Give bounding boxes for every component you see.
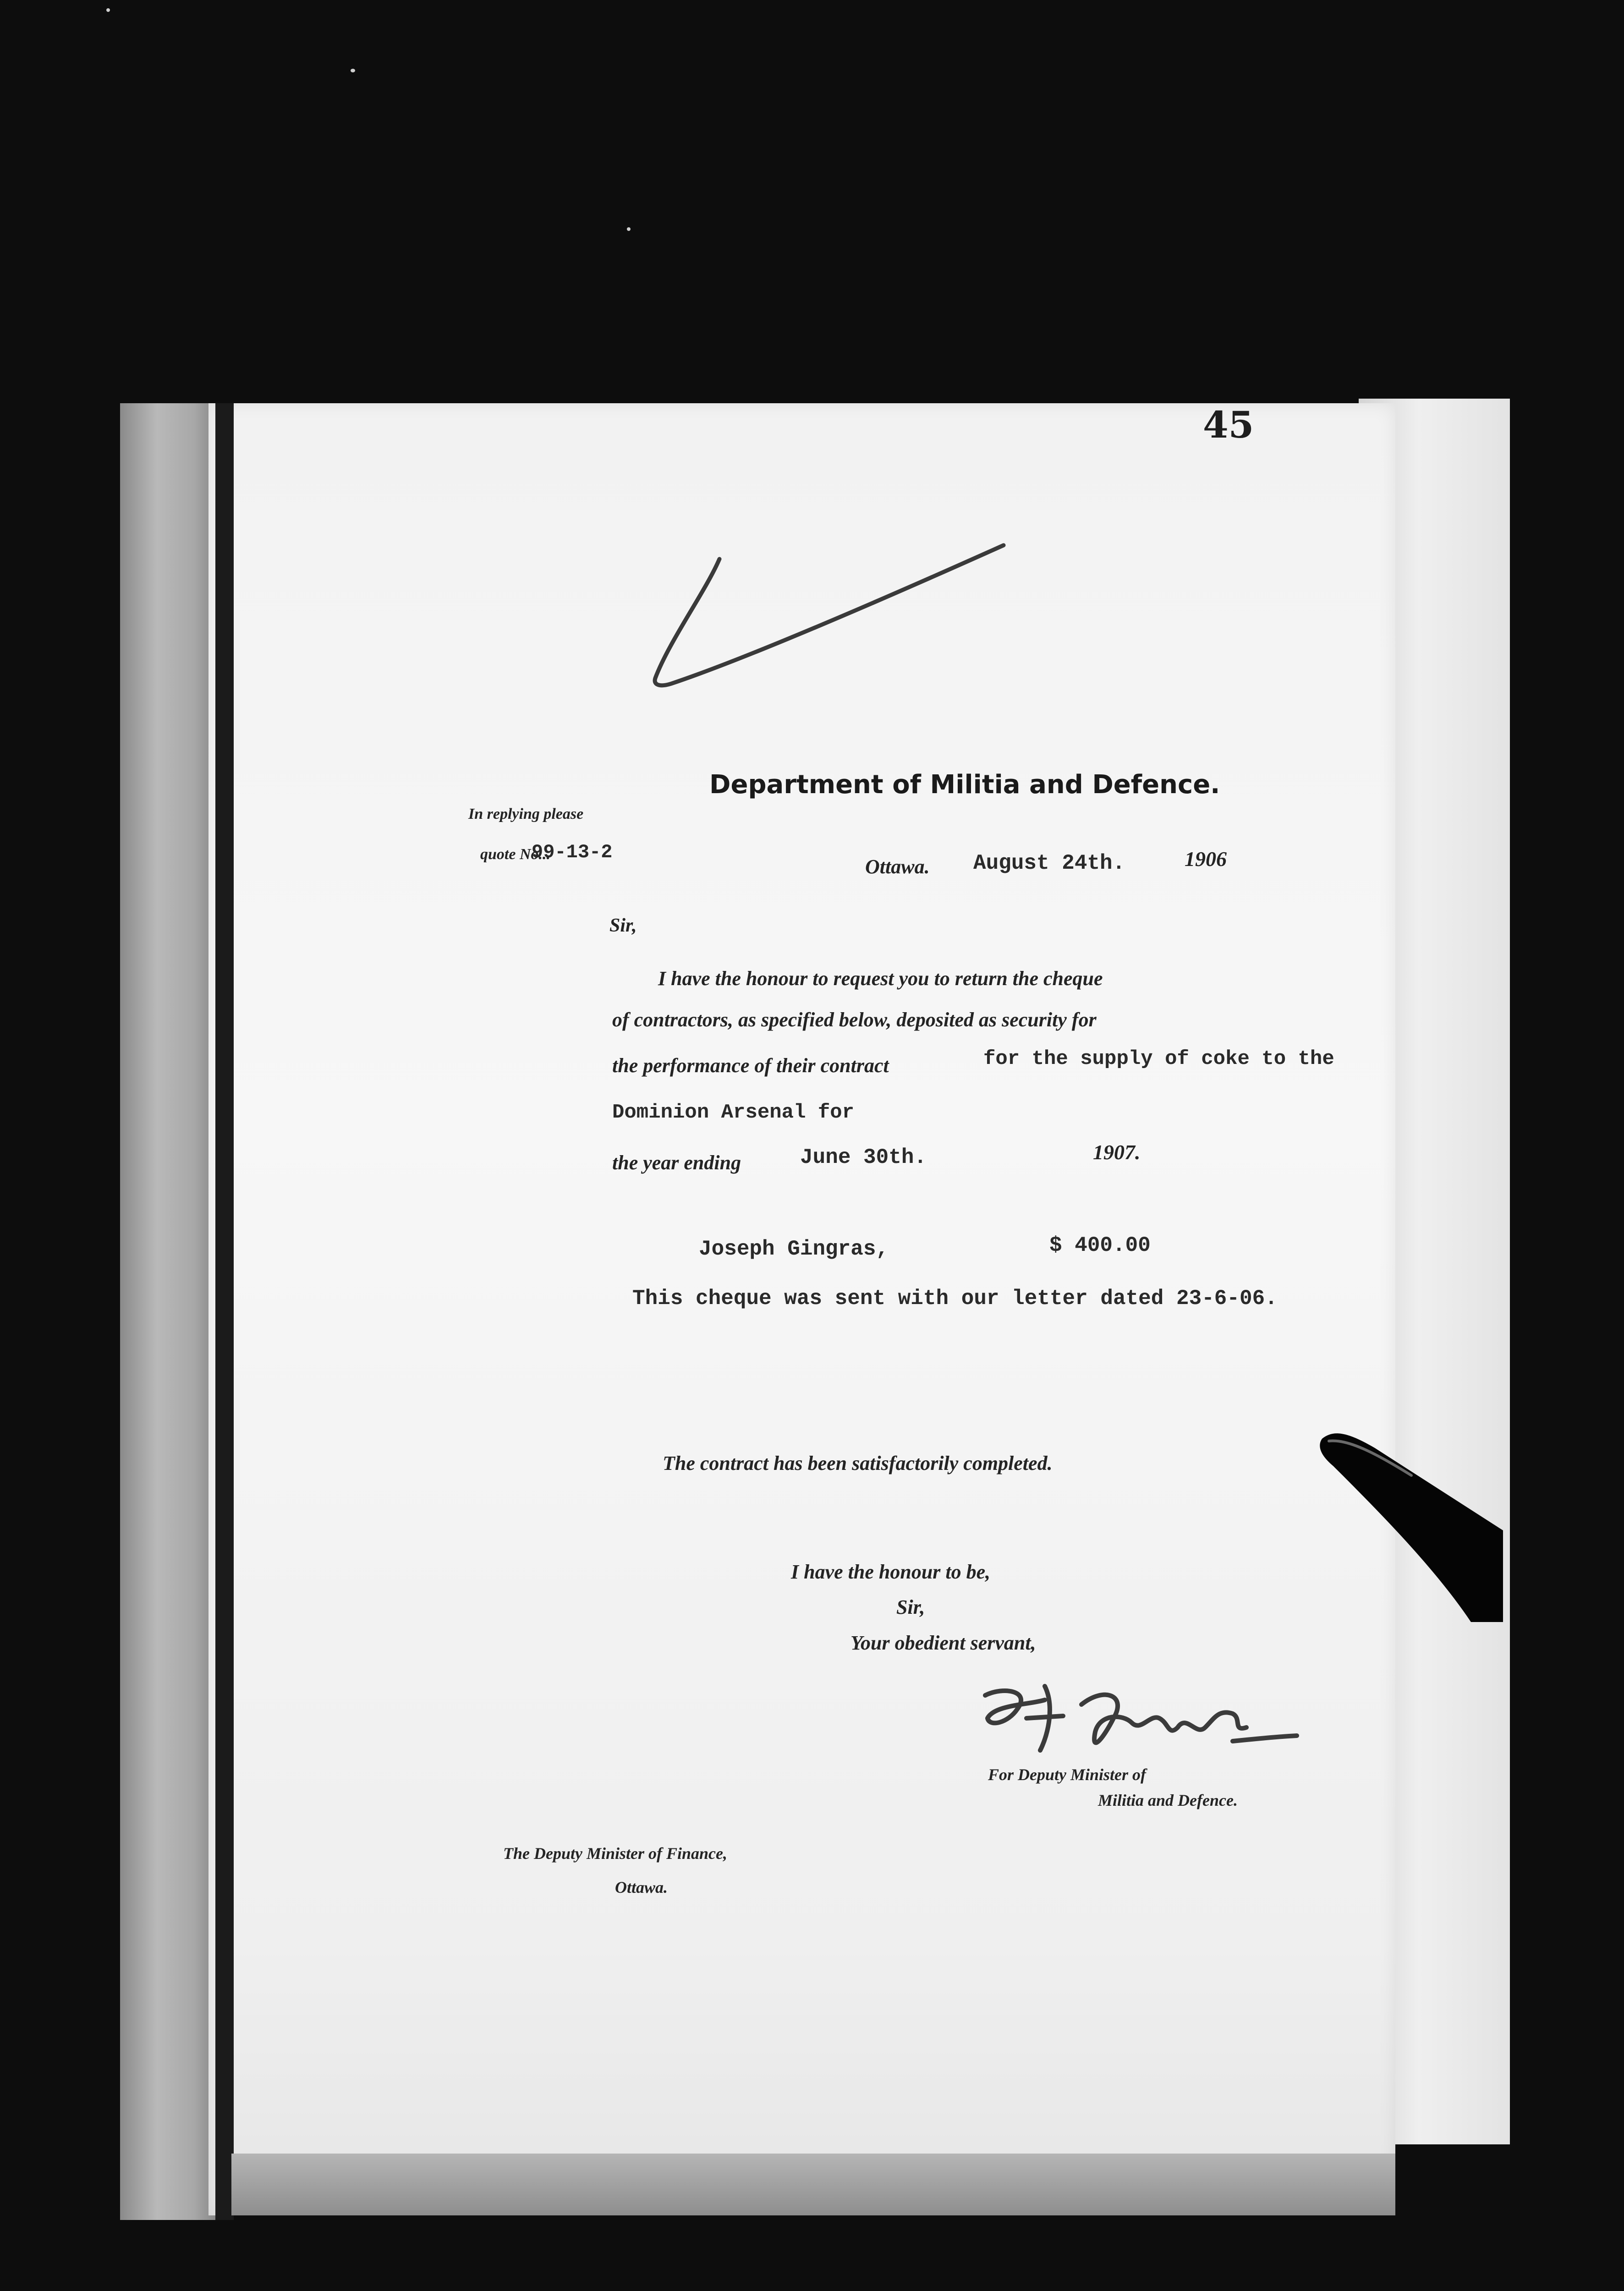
payee-name: Joseph Gingras, (699, 1237, 889, 1261)
film-speck (627, 227, 631, 231)
check-mark-icon (651, 541, 1008, 696)
closing-line: Your obedient servant, (850, 1632, 1036, 1654)
body-line-printed: the year ending (612, 1151, 741, 1174)
body-line: of contractors, as specified below, deposited as security for (612, 1008, 1097, 1031)
body-line-typed: June 30th. (800, 1146, 927, 1169)
signature-title: Militia and Defence. (1098, 1791, 1238, 1809)
film-speck (351, 69, 355, 72)
body-line-typed: for the supply of coke to the (983, 1047, 1334, 1070)
body-line-typed: Dominion Arsenal for (612, 1101, 855, 1124)
cheque-note: This cheque was sent with our letter dated 23-6-06. (632, 1287, 1278, 1310)
letter-year: 1906 (1185, 847, 1227, 871)
addressee-city: Ottawa. (615, 1878, 668, 1896)
closing-line: Sir, (896, 1596, 925, 1618)
pen-pointer-icon (1320, 1430, 1512, 1622)
salutation: Sir, (609, 915, 637, 936)
body-line-printed: the performance of their contract (612, 1054, 889, 1077)
contract-year: 1907. (1093, 1140, 1141, 1164)
page-number: 45 (1203, 403, 1254, 446)
reply-quote-label: quote No... (480, 846, 550, 863)
cheque-amount: $ 400.00 (1049, 1233, 1151, 1257)
page-bottom-band (231, 2154, 1395, 2215)
signature-title: For Deputy Minister of (988, 1765, 1147, 1784)
reply-instruction: In replying please (468, 806, 584, 822)
letter-place: Ottawa. (865, 855, 930, 878)
letter-date: August 24th. (973, 851, 1125, 875)
page-edge-shadow (215, 403, 234, 2220)
body-line: I have the honour to request you to return the cheque (658, 967, 1103, 990)
contract-status: The contract has been satisfactorily completed. (663, 1452, 1053, 1474)
handwritten-signature (976, 1677, 1306, 1769)
reference-number: 99-13-2 (532, 841, 613, 863)
addressee: The Deputy Minister of Finance, (503, 1844, 728, 1863)
closing-line: I have the honour to be, (791, 1561, 991, 1583)
film-speck (106, 8, 110, 12)
letterhead-title: Department of Militia and Defence. (709, 770, 1220, 800)
